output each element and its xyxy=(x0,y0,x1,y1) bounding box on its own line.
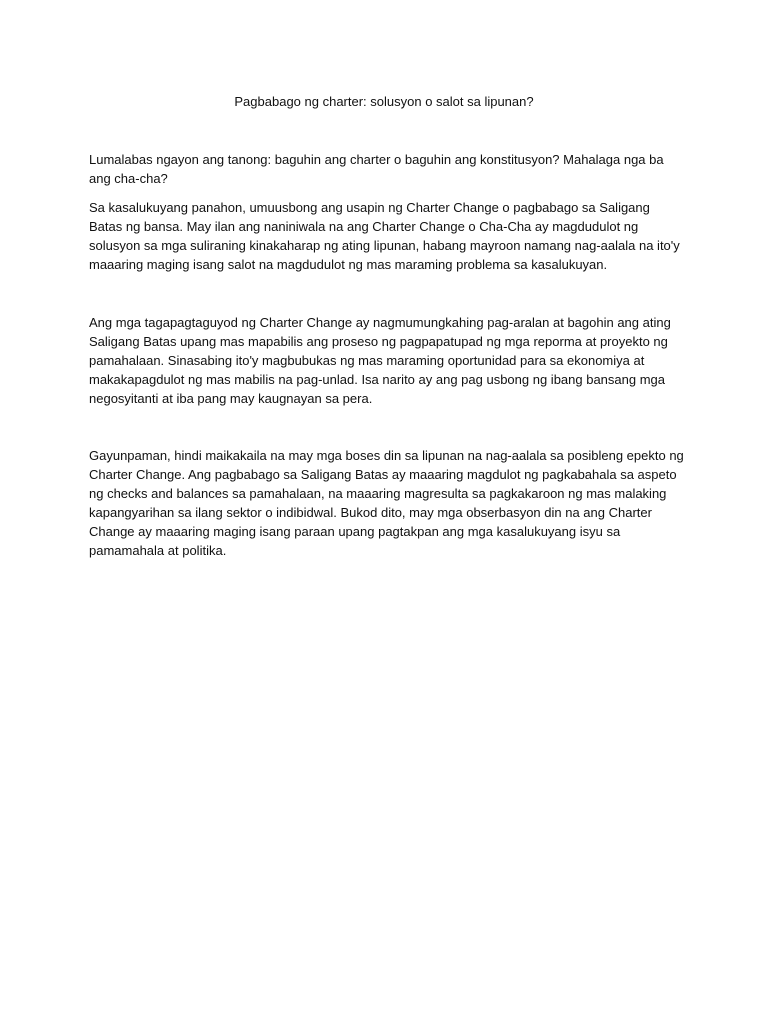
paragraph-concerns: Gayunpaman, hindi maikakaila na may mga boses din sa lipunan na nag-aalala sa posibleng epekto ng Charter Change. Ang pagbabago sa Saligang Batas ay maaaring magdulot ng pagkabahala sa aspeto ng checks and balances sa pamahalaan, na maaaring magresulta sa pagkakaroon ng mas malaking kapangyarihan sa ilang sektor o indibidwal. Bukod dito, may mga obserbasyon din na ang Charter Change ay maaaring maging isang paraan upang pagtakpan ang mga kasalukuyang isyu sa pamamahala at politika. xyxy=(89,448,684,558)
paragraph-proponents: Ang mga tagapagtaguyod ng Charter Change ay nagmumungkahing pag-aralan at bagohin ang ating Saligang Batas upang mas mapabilis ang proseso ng pagpapatupad ng mga reporma at proyekto ng pamahalaan. Sinasabing ito'y magbubukas ng mas maraming oportunidad para sa ekonomiya at makakapagdulot ng mas mabilis na pag-unlad. Isa narito ay ang pag usbong ng ibang bansang mga negosyitanti at iba pang may kaugnayan sa pera. xyxy=(89,315,671,406)
document-title: Pagbabago ng charter: solusyon o salot sa lipunan? xyxy=(234,94,534,109)
paragraph-intro: Lumalabas ngayon ang tanong: baguhin ang charter o baguhin ang konstitusyon? Mahalaga nga ba ang cha-cha? xyxy=(89,152,664,186)
paragraph-context: Sa kasalukuyang panahon, umuusbong ang usapin ng Charter Change o pagbabago sa Saligang Batas ng bansa. May ilan ang naniniwala na ang Charter Change o Cha-Cha ay magdudulot ng solusyon sa mga suliraning kinakaharap ng ating lipunan, habang mayroon namang nag-aalala na ito'y maaaring maging isang salot na magdudulot ng mas maraming problema sa kasalukuyan. xyxy=(89,200,680,272)
